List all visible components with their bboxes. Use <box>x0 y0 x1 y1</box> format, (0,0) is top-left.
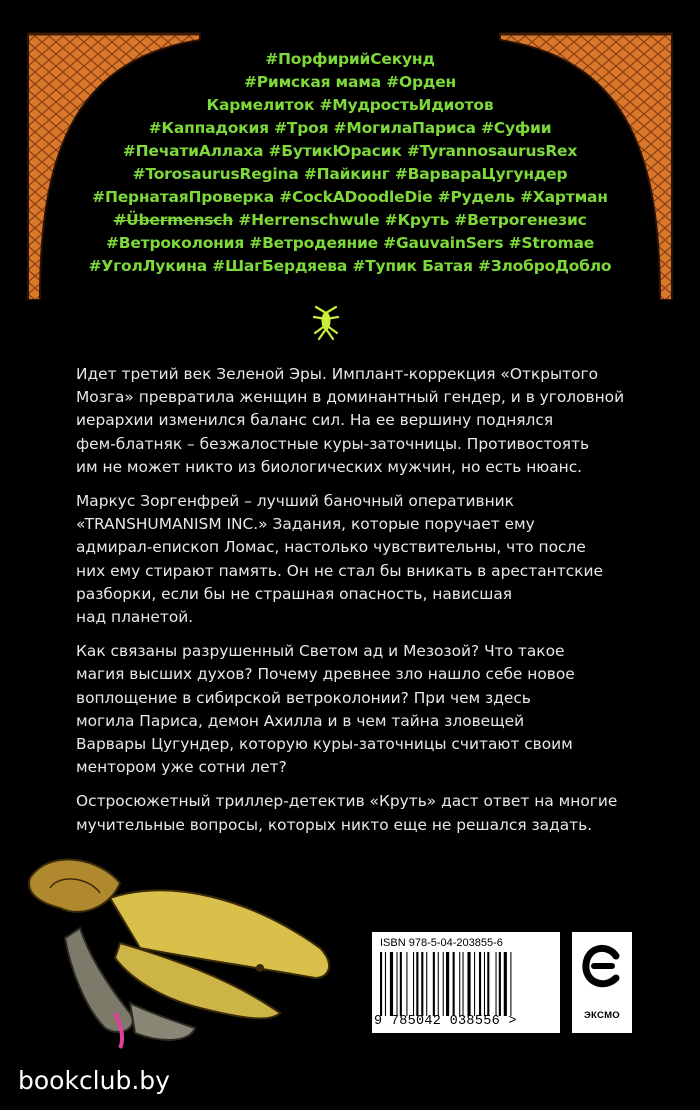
text-line: адмирал-епископ Ломас, настолько чувствительны, что после <box>76 538 586 557</box>
hashtag-line: Кармелиток #МудростьИдиотов <box>206 96 494 114</box>
barcode-digits: 9 785042 038556 > <box>374 1014 517 1029</box>
barcode-bar <box>380 952 382 1016</box>
barcode-bar <box>487 952 489 1016</box>
barcode-bar <box>504 952 507 1016</box>
text-line: над планетой. <box>76 608 194 627</box>
text-line: Как связаны разрушенный Светом ад и Мезозой? Что такое <box>76 642 565 661</box>
barcode-bar <box>459 952 460 1016</box>
barcode-bar <box>385 952 386 1016</box>
barcode-bar <box>438 952 439 1016</box>
text-line: Идет третий век Зеленой Эры. Имплант-коррекция «Открытого <box>76 365 599 383</box>
barcode-bar <box>416 952 418 1016</box>
text-line: Мозга» превратила женщин в доминантный гендер, и в уголовной <box>76 388 625 407</box>
text-line: им не может никто из биологических мужчин, но есть нюанс. <box>76 457 583 476</box>
barcode-bar <box>484 952 485 1016</box>
text-line: Маркус Зоргенфрей – лучший баночный оперативник <box>76 492 514 511</box>
hashtag-line-rest: #Herrenschwule #Круть #Ветрогенезис <box>238 211 587 229</box>
barcode-bar <box>446 952 449 1016</box>
barcode-bar <box>510 952 511 1016</box>
text-line: разборки, если бы не страшная опасность, нависшая <box>76 584 513 603</box>
hashtag-line: #Римская мама #Орден <box>243 73 457 91</box>
barcode-block <box>372 932 560 1033</box>
text-line: фем-блатняк – безжалостные куры-заточницы. Противостоять <box>76 434 590 453</box>
text-line: ментором уже сотни лет? <box>76 758 287 777</box>
barcode-bar <box>467 952 470 1016</box>
hashtag-line: #ПорфирийСекунд <box>265 50 435 68</box>
barcode-bar <box>426 952 427 1016</box>
barcode-bar <box>406 952 407 1016</box>
hashtag-line: #ПечатиАллаха #БутикЮрасик #TyrannosaurusRex <box>122 142 578 160</box>
hashtag-line <box>50 209 650 232</box>
paragraph-4 <box>76 790 636 836</box>
hashtag-line: #ПернатаяПроверка #CockADoodleDie #Рудель #Хартман <box>92 188 608 206</box>
barcode-bar <box>479 952 481 1016</box>
paragraph-3 <box>76 640 636 779</box>
barcode-bar <box>397 952 398 1016</box>
text-line: воплощение в сибирской ветроколонии? При чем здесь <box>76 688 531 707</box>
text-line: мучительные вопросы, которых никто еще не решался задать. <box>76 815 593 834</box>
text-line: «TRANSHUMANISM INC.» Задания, которые поручает ему <box>76 515 535 534</box>
text-line: Варвары Цугундер, которую куры-заточницы считают своим <box>76 735 573 754</box>
paragraph-1 <box>76 363 636 479</box>
hashtag-line: #TorosaurusRegina #Пайкинг #ВарвараЦугундер <box>132 165 568 183</box>
barcode-bar <box>400 952 402 1016</box>
paragraph-2 <box>76 490 636 629</box>
text-line: Остросюжетный триллер-детектив «Круть» даст ответ на многие <box>76 792 618 811</box>
site-watermark: bookclub.by <box>10 1062 178 1099</box>
hashtag-line: #УголЛукина #ШагБердяева #Тупик Батая #ЗлоброДобло <box>88 257 612 275</box>
barcode-bar <box>453 952 455 1016</box>
text-line: магия высших духов? Почему древнее зло нашло себе новое <box>76 665 575 684</box>
barcode-bars <box>380 952 552 1016</box>
barcode-bar <box>474 952 475 1016</box>
hashtag-block <box>50 48 650 278</box>
barcode-bar <box>413 952 414 1016</box>
text-line: могила Париса, демон Ахилла и в чем тайна зловещей <box>76 711 525 730</box>
barcode-bar <box>443 952 444 1016</box>
hashtag-line: #Ветроколония #Ветродеяние #GauvainSers #Stromae <box>105 234 595 252</box>
text-line: иерархии изменился баланс сил. На ее вершину поднялся <box>76 411 554 430</box>
annotation-text <box>76 363 636 848</box>
barcode-bar <box>433 952 435 1016</box>
spider-icon <box>311 305 341 341</box>
barcode-bar <box>499 952 501 1016</box>
hashtag-struck: #Übermensch <box>113 211 234 229</box>
barcode-bar <box>390 952 393 1016</box>
isbn-label: ISBN 978-5-04-203855-6 <box>380 937 503 949</box>
barcode-bar <box>496 952 497 1016</box>
cover-illustration <box>20 838 350 1053</box>
barcode-bar <box>421 952 423 1016</box>
eksmo-logo-icon <box>582 942 622 1002</box>
publisher-name: ЭКСМО <box>584 1010 620 1021</box>
hashtag-line: #Каппадокия #Троя #МогилаПариса #Суфии <box>148 119 552 137</box>
publisher-logo <box>572 932 632 1033</box>
text-line: них ему стирают память. Он не стал бы вникать в арестантские <box>76 561 603 580</box>
barcode-bar <box>463 952 464 1016</box>
